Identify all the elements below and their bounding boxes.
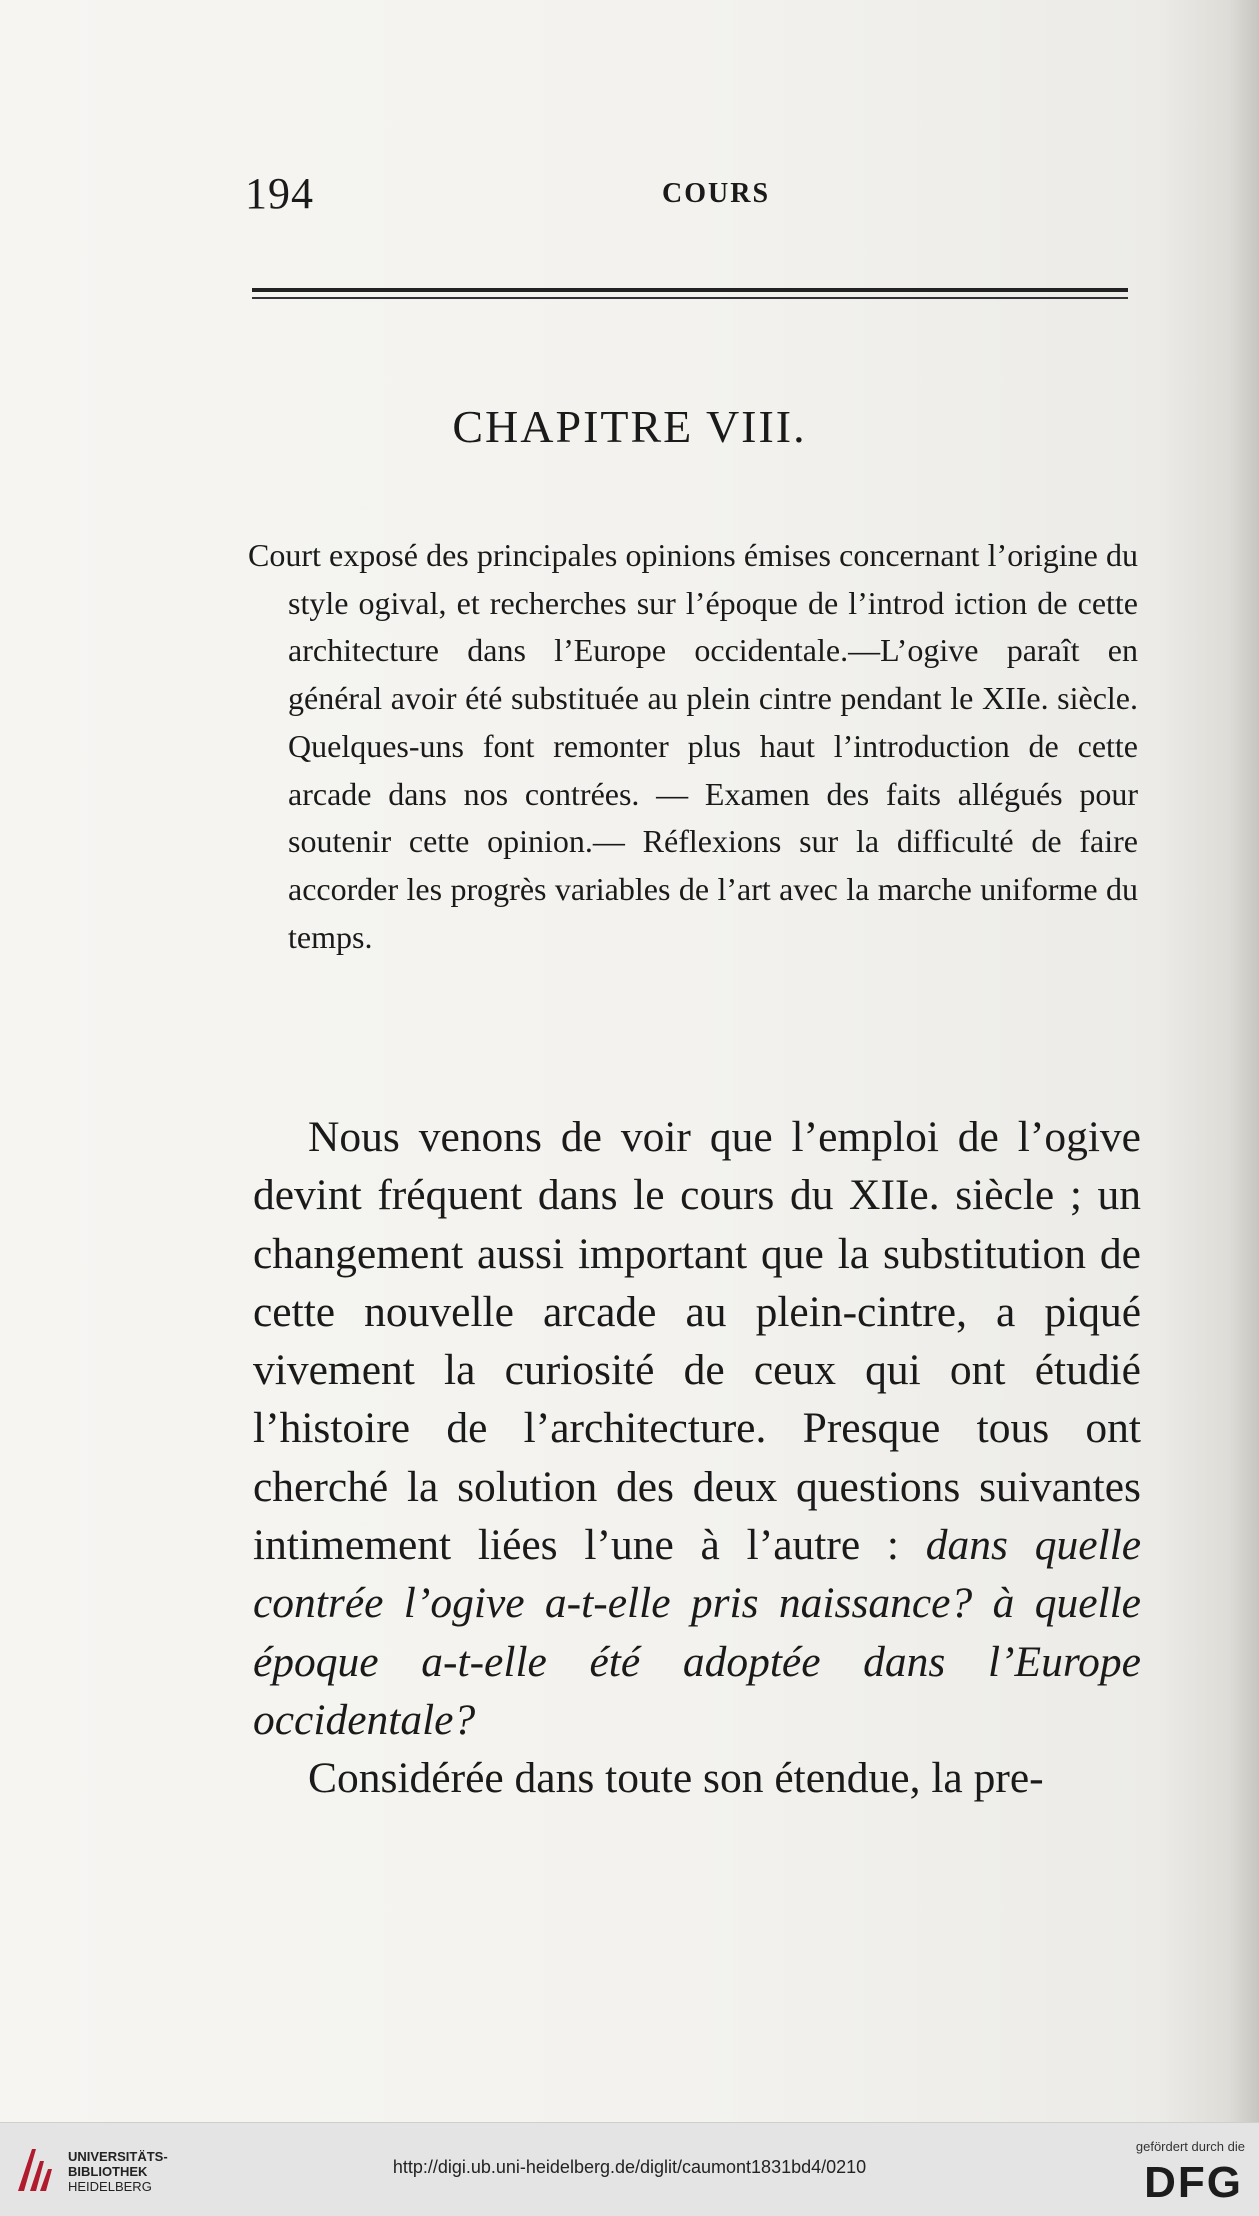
viewer-footer <box>0 2122 1259 2216</box>
institution-line-1: UNIVERSITÄTS- <box>68 2149 168 2164</box>
chapter-summary: Court exposé des principales opinions émises concernant l’origine du style ogival, et recherches sur l’époque de l’introd iction de cette architecture dans l’Europe occidentale.—L’ogive paraît en général avoir été substituée au plein cintre pendant le XIIe. siècle. Quelques-uns font remonter plus haut l’introduction de cette arcade dans nos contrées. — Examen des faits allégués pour soutenir cette opinion.— Réflexions sur la difficulté de faire accorder les progrès variables de l’art avec la marche uniforme du temps. <box>248 537 1138 955</box>
permalink-url[interactable]: http://digi.ub.uni-heidelberg.de/diglit/caumont1831bd4/0210 <box>392 2157 867 2177</box>
paragraph-2: Considérée dans toute son étendue, la pre- <box>308 1754 1044 1803</box>
page-number: 194 <box>245 169 314 218</box>
paragraph-1-text: Nous venons de voir que l’emploi de l’ogive devint fréquent dans le cours du XIIe. siècle ; un changement aussi important que la substitution de cette nouvelle arcade au plein-cintre, a piqué vivement la curiosité de ceux qui ont étudié l’histoire de l’architecture. Presque tous ont cherché la solution des deux questions suivantes intimement liées l’une à l’autre : <box>253 1113 1141 1570</box>
funding-note: gefördert durch die <box>1135 2139 1245 2154</box>
paragraph-1 <box>253 1108 1141 1749</box>
dfg-logo: DFG <box>1144 2158 1243 2207</box>
paragraph-1-italic: dans quelle contrée l’ogive a-t-elle pris naissance? à quelle époque a-t-elle été adoptée dans l’Europe occidentale? <box>253 1521 1142 1744</box>
institution-line-3: HEIDELBERG <box>68 2179 152 2194</box>
header-rule-thin <box>252 297 1128 299</box>
header-rule-thick <box>252 288 1128 292</box>
running-head: COURS <box>662 178 771 209</box>
chapter-title: CHAPITRE VIII. <box>452 401 807 452</box>
institution-line-2: BIBLIOTHEK <box>68 2164 148 2179</box>
body-text <box>253 1108 1141 1808</box>
